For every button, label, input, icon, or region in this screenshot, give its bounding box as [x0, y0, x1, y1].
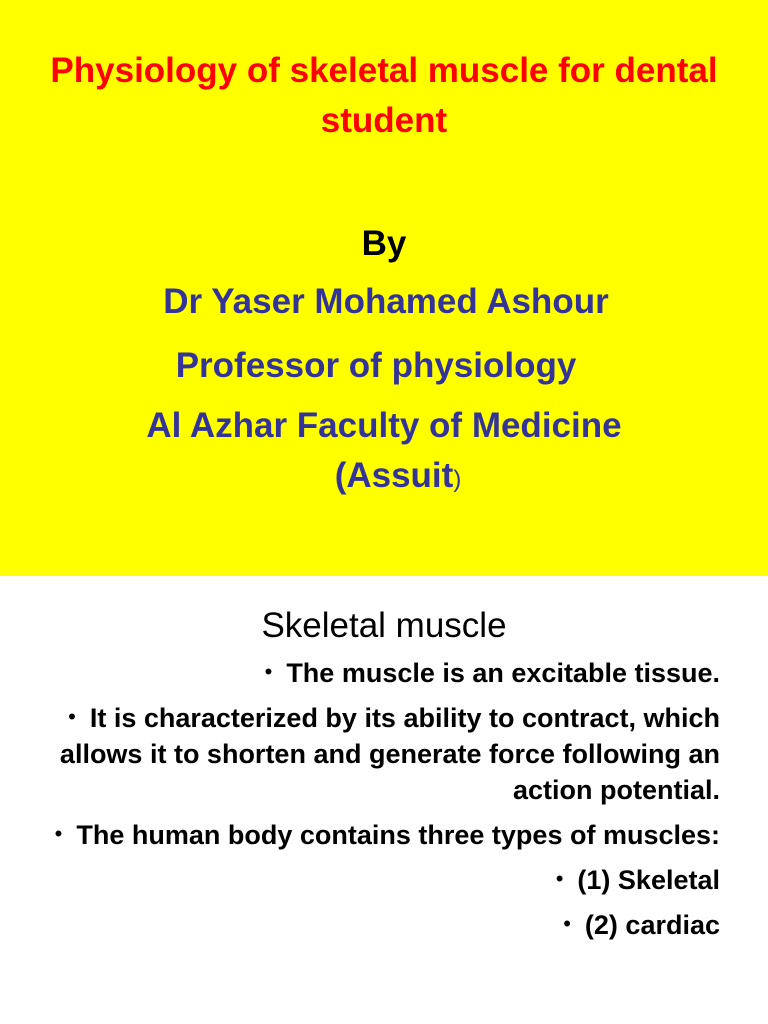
bullet-list	[40, 654, 720, 951]
city-close-paren: )	[453, 466, 462, 493]
bullet-icon: •	[264, 659, 273, 684]
bullet-item	[40, 816, 720, 853]
bullet-text: It is characterized by its ability to contract, which allows it to shorten and generate force following an action potential.	[59, 703, 720, 805]
city-name	[14, 454, 768, 502]
city-text: (Assuit	[334, 456, 454, 495]
bullet-icon: •	[555, 866, 564, 891]
bullet-text: The muscle is an excitable tissue.	[286, 658, 720, 688]
slide-heading: Skeletal muscle	[261, 606, 507, 645]
by-label: By	[361, 224, 407, 263]
bullet-item	[40, 861, 720, 898]
author-position: Professor of physiology	[175, 346, 577, 385]
bullet-icon: •	[68, 704, 76, 729]
content-slide	[0, 576, 768, 1024]
bullet-item	[40, 906, 720, 943]
bullet-icon: •	[563, 911, 571, 936]
bullet-text: (1) Skeletal	[577, 865, 720, 895]
faculty-name: Al Azhar Faculty of Medicine	[146, 406, 622, 445]
bullet-text: The human body contains three types of muscles:	[76, 820, 720, 850]
bullet-text: (2) cardiac	[584, 910, 720, 940]
author-name: Dr Yaser Mohamed Ashour	[163, 282, 609, 321]
presentation-title: Physiology of skeletal muscle for dental student	[50, 51, 718, 140]
bullet-icon: •	[54, 821, 63, 846]
bullet-item	[40, 699, 720, 808]
bullet-item	[40, 654, 720, 691]
